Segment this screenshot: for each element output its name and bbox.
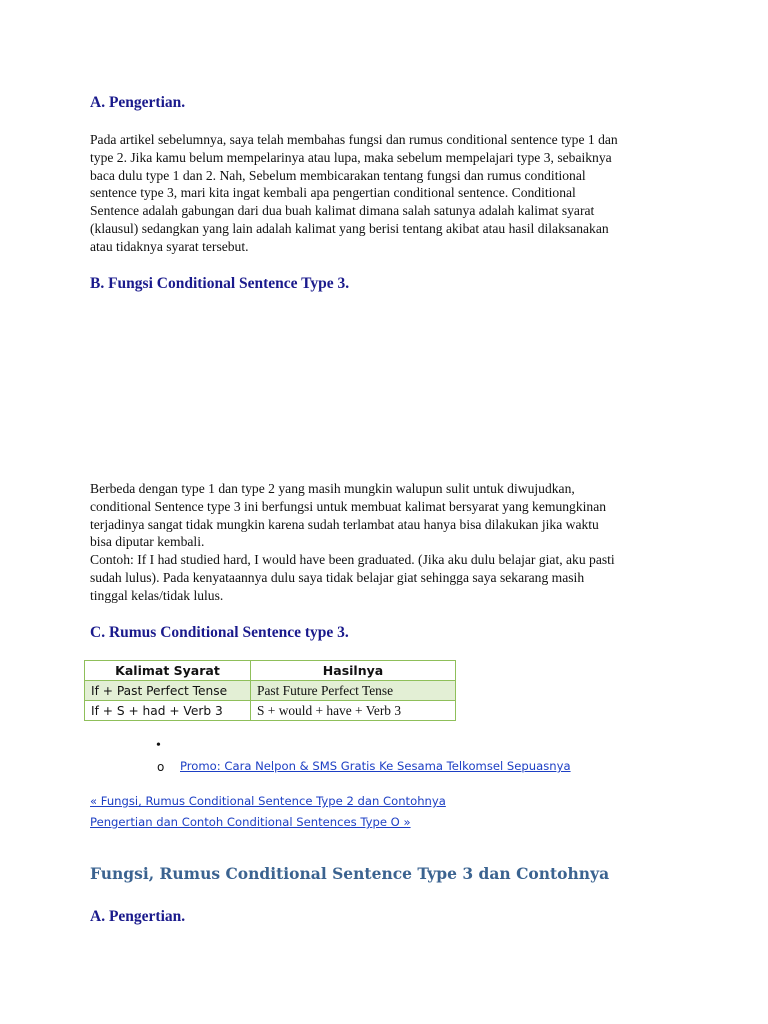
table-cell: S + would + have + Verb 3 bbox=[251, 701, 456, 721]
paragraph-line: terjadinya sangat tidak mungkin karena sudah terlambat atau hanya bisa dilakukan jika waktu bbox=[90, 516, 599, 532]
next-article-link[interactable]: Pengertian dan Contoh Conditional Sentences Type O » bbox=[90, 815, 411, 829]
table-cell: If + S + had + Verb 3 bbox=[85, 701, 251, 721]
paragraph-line: Berbeda dengan type 1 dan type 2 yang masih mungkin walupun sulit untuk diwujudkan, bbox=[90, 481, 575, 496]
paragraph-line: Contoh: If I had studied hard, I would have been graduated. (Jika aku dulu belajar giat, aku pasti bbox=[90, 552, 615, 568]
table-cell: If + Past Perfect Tense bbox=[85, 681, 251, 701]
paragraph-line: (klausul) sedangkan yang lain adalah kalimat yang berisi tentang akibat atau hasil dilaksanakan bbox=[90, 220, 609, 236]
article-title: Fungsi, Rumus Conditional Sentence Type 3 dan Contohnya bbox=[90, 864, 610, 883]
section-a-heading: A. Pengertian. bbox=[90, 94, 186, 111]
paragraph-line: atau tidaknya syarat tersebut. bbox=[90, 238, 249, 254]
paragraph-line: Pada artikel sebelumnya, saya telah membahas fungsi dan rumus conditional sentence type 1 dan bbox=[90, 132, 618, 147]
paragraph-line: conditional Sentence type 3 ini berfungsi untuk membuat kalimat bersyarat yang kemungkinan bbox=[90, 498, 607, 514]
table-cell: Past Future Perfect Tense bbox=[251, 681, 456, 701]
promo-link[interactable]: Promo: Cara Nelpon & SMS Gratis Ke Sesama Telkomsel Sepuasnya bbox=[180, 759, 571, 773]
next-article-heading: A. Pengertian. bbox=[90, 908, 186, 925]
section-a-paragraph bbox=[90, 131, 690, 256]
section-b-paragraph bbox=[90, 480, 690, 605]
table-row bbox=[85, 681, 456, 701]
paragraph-line: bisa diputar kembali. bbox=[90, 534, 205, 550]
section-b-heading: B. Fungsi Conditional Sentence Type 3. bbox=[90, 275, 350, 292]
prev-article-link[interactable]: « Fungsi, Rumus Conditional Sentence Type 2 dan Contohnya bbox=[90, 794, 446, 808]
paragraph-line: sentence type 3, mari kita ingat kembali apa pengertian conditional sentence. Conditional bbox=[90, 185, 576, 201]
sub-bullet-marker: o bbox=[157, 760, 165, 774]
paragraph-line: baca dulu type 1 dan 2. Nah, Sebelum membicarakan tentang fungsi dan rumus conditional bbox=[90, 167, 586, 183]
table-header-row bbox=[85, 661, 456, 681]
table-row bbox=[85, 701, 456, 721]
paragraph-line: sudah lulus). Pada kenyataannya dulu saya tidak belajar giat sehingga saya sekarang masih bbox=[90, 569, 585, 585]
paragraph-line: tinggal kelas/tidak lulus. bbox=[90, 587, 224, 603]
table-header-cell: Kalimat Syarat bbox=[85, 661, 251, 681]
table-header-cell: Hasilnya bbox=[251, 661, 456, 681]
paragraph-line: Sentence adalah gabungan dari dua buah kalimat dimana salah satunya adalah kalimat syarat bbox=[90, 203, 595, 219]
section-c-heading: C. Rumus Conditional Sentence type 3. bbox=[90, 624, 349, 641]
paragraph-line: type 2. Jika kamu belum mempelarinya atau lupa, maka sebelum mempelajari type 3, sebaiknya bbox=[90, 149, 612, 165]
bullet-marker: • bbox=[156, 738, 161, 753]
formula-table bbox=[84, 660, 456, 721]
